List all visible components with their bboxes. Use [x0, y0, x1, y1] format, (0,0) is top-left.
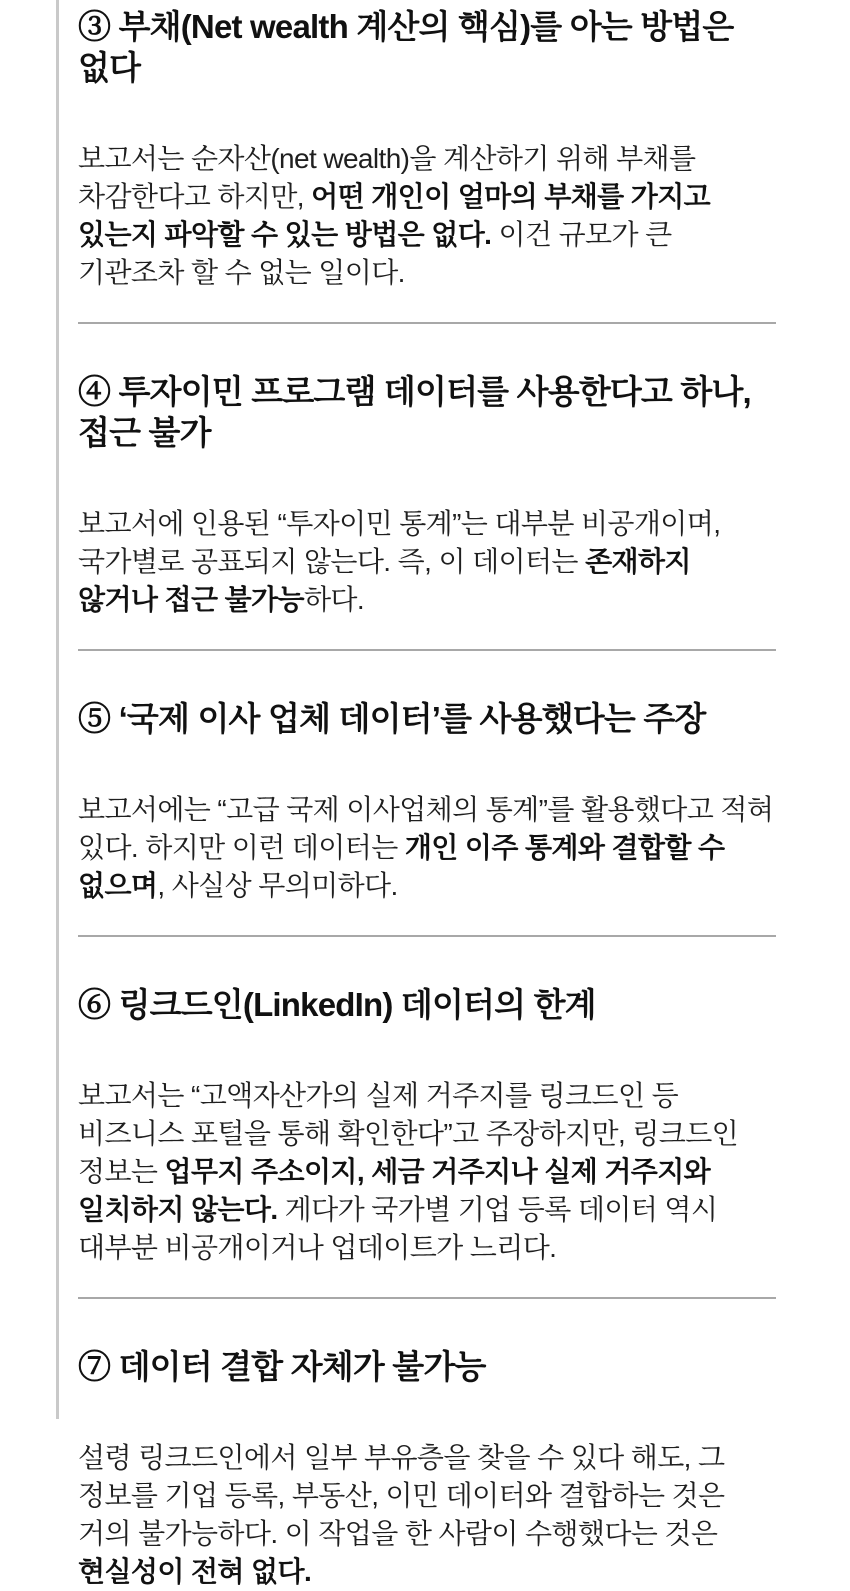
body-text: , 사실상 무의미하다.	[157, 870, 398, 901]
body-text: 보고서에 인용된 “투자이민 통계”는 대부분 비공개이며, 국가별로 공표되지 않는다. 즉, 이 데이터는	[78, 508, 721, 577]
section-5-moving-company-data	[78, 698, 776, 905]
emphasized-text: 어떤 개인이 얼마의 부채를 가지고 있는지 파악할 수 있는 방법은 없다.	[78, 181, 711, 250]
emphasized-text: 개인 이주 통계와 결합할 수 없으며	[78, 832, 725, 901]
section-heading: ④ 투자이민 프로그램 데이터를 사용한다고 하나, 접근 불가	[78, 373, 751, 451]
section-divider	[78, 322, 776, 324]
body-text: 보고서는 “고액자산가의 실제 거주지를 링크드인 등 비즈니스 포털을 통해 확인한다”고 주장하지만, 링크드인 정보는	[78, 1080, 739, 1187]
section-heading: ⑦ 데이터 결합 자체가 불가능	[78, 1348, 486, 1385]
section-paragraph	[78, 791, 776, 905]
section-6-linkedin-limits	[78, 984, 776, 1267]
section-divider	[78, 1297, 776, 1299]
body-text: 게다가 국가별 기업 등록 데이터 역시 대부분 비공개이거나 업데이트가 느리다.	[78, 1194, 718, 1263]
spacer	[78, 477, 776, 505]
section-heading: ⑥ 링크드인(LinkedIn) 데이터의 한계	[78, 986, 596, 1023]
section-7-data-linking-impossible	[78, 1346, 776, 1591]
section-heading: ⑤ ‘국제 이사 업체 데이터’를 사용했다는 주장	[78, 700, 706, 737]
section-divider	[78, 649, 776, 651]
section-paragraph	[78, 1077, 776, 1267]
section-paragraph	[78, 1439, 776, 1591]
body-text: 하다.	[303, 584, 365, 615]
spacer	[78, 1411, 776, 1439]
section-paragraph	[78, 140, 776, 292]
spacer	[78, 112, 776, 140]
emphasized-text: 현실성이 전혀 없다.	[78, 1556, 312, 1587]
section-4-investment-migration	[78, 371, 776, 619]
emphasized-text: 업무지 주소이지, 세금 거주지나 실제 거주지와 일치하지 않는다.	[78, 1156, 711, 1225]
body-text: 설령 링크드인에서 일부 부유층을 찾을 수 있다 해도, 그 정보를 기업 등록, 부동산, 이민 데이터와 결합하는 것은 거의 불가능하다. 이 작업을 한 사람이 수행했다는 것은	[78, 1442, 725, 1549]
section-heading: ③ 부채(Net wealth 계산의 핵심)를 아는 방법은 없다	[78, 8, 734, 86]
body-text: 이건 규모가 큰 기관조차 할 수 없는 일이다.	[78, 219, 672, 288]
section-paragraph	[78, 505, 776, 619]
left-edge-divider	[56, 0, 59, 1419]
emphasized-text: 존재하지 않거나 접근 불가능	[78, 546, 691, 615]
section-divider	[78, 935, 776, 937]
spacer	[78, 763, 776, 791]
article-content	[78, 0, 776, 1591]
body-text: 보고서에는 “고급 국제 이사업체의 통계”를 활용했다고 적혀 있다. 하지만 이런 데이터는	[78, 794, 774, 863]
spacer	[78, 1049, 776, 1077]
body-text: 보고서는 순자산(net wealth)을 계산하기 위해 부채를 차감한다고 하지만,	[78, 143, 696, 212]
section-3-debt	[78, 6, 776, 292]
